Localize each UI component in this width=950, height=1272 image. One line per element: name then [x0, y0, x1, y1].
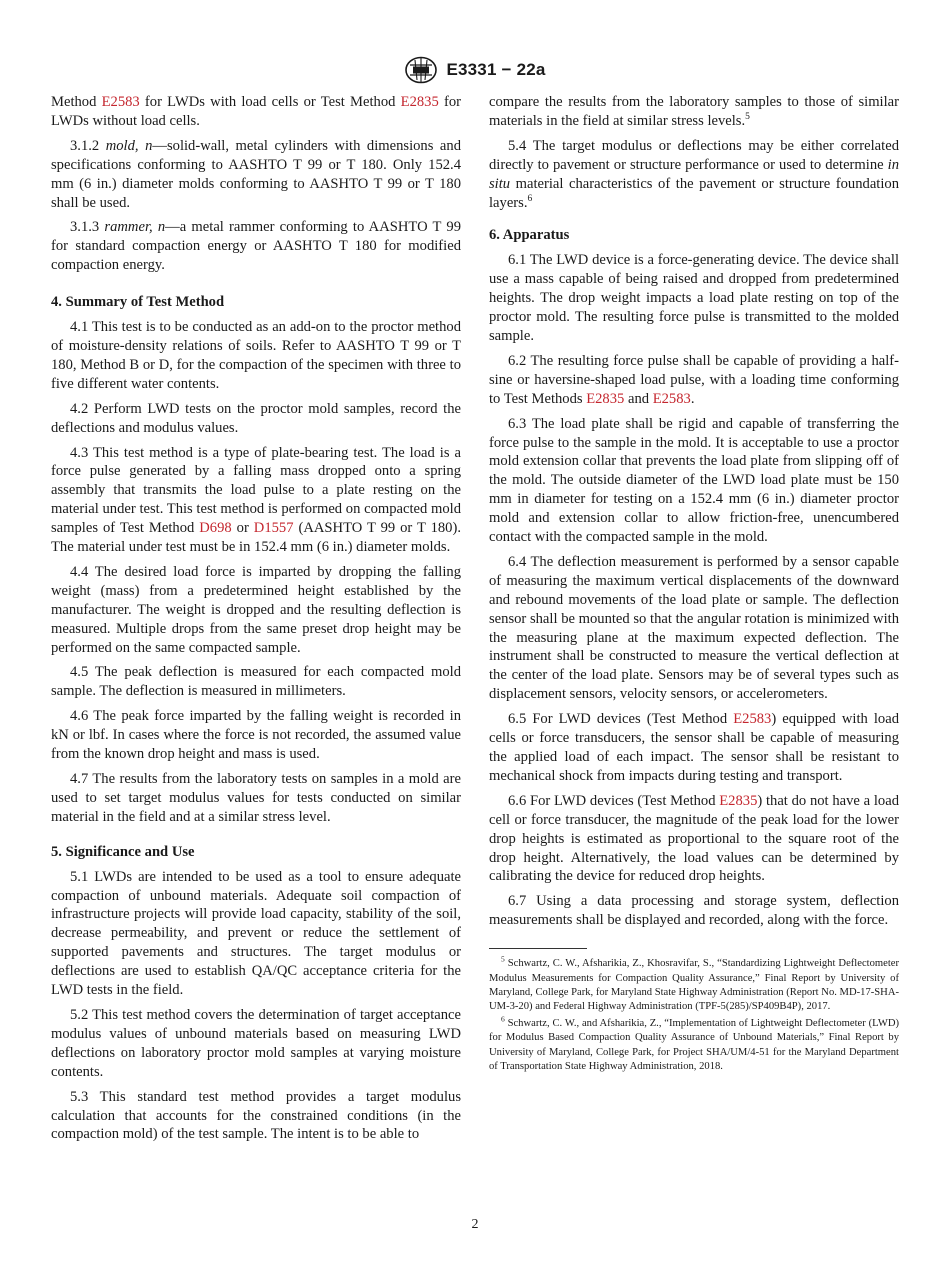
- paragraph-4-5: 4.5 The peak deflection is measured for each compacted mold sample. The deflection is measured in millimeters.: [51, 664, 461, 700]
- paragraph-5-1: 5.1 LWDs are intended to be used as a tool to ensure adequate compaction of unbound materials. Adequate soil compaction of infrastructure projects will provide load capacity, stability of the soil, decrease permeability, and prevent or reduce the settlement of supported pavements and structures. The target modulus or deflections are used to establish QA/QC acceptance criteria for the LWD tests in the field.: [51, 868, 461, 999]
- paragraph-4-7: 4.7 The results from the laboratory tests on samples in a mold are used to set target modulus values for tests conducted on similar material in the field and at a similar stress level.: [51, 771, 461, 825]
- paragraph-6-2: 6.2 The resulting force pulse shall be capable of providing a half-sine or haversine-shaped load pulse, with a loading time conforming to Test Methods E2835 and E2583.: [489, 352, 899, 407]
- paragraph-6-6: 6.6 For LWD devices (Test Method E2835) that do not have a load cell or force transducer, the magnitude of the peak load for the lower drop heights is estimated as proportional to the square root of the drop height. Alternatively, the load values can be determined by calibrating the device for reduced drop heights.: [489, 792, 899, 885]
- paragraph-continuation: Method E2583 for LWDs with load cells or Test Method E2835 for LWDs without load cells.: [51, 94, 461, 129]
- paragraph-4-4: 4.4 The desired load force is imparted by dropping the falling weight (mass) from a predetermined height established by the manufacturer. The weight is dropped and the resulting deflection is measured. Multiple drops from the same preset drop height may be performed on the same compacted sample.: [51, 563, 461, 656]
- paragraph-6-1: 6.1 The LWD device is a force-generating device. The device shall use a mass capable of being raised and dropped from predetermined heights. The drop weight impacts a load plate resting on top of the proctor mold. The resulting force pulse is transmitted to the molded sample.: [489, 252, 899, 344]
- footnote-ref-6[interactable]: 6: [527, 193, 533, 204]
- paragraph-5-4: 5.4 The target modulus or deflections may be either correlated directly to pavement or structure performance or used to determine in situ material characteristics of the pavement or structure foundation layers.$^6$: [489, 137, 899, 211]
- paragraph-5-3-continuation: compare the results from the laboratory samples to those of similar materials in the field at similar stress levels.$^5$: [489, 94, 899, 129]
- paragraph-3-1-3: 3.1.3 rammer, n—a metal rammer conforming to AASHTO T 99 for standard compaction energy or AASHTO T 180 for modified compaction energy.: [51, 219, 461, 274]
- paragraph-4-2: 4.2 Perform LWD tests on the proctor mold samples, record the deflections and modulus values.: [51, 400, 461, 436]
- footnote-5: $^5$ Schwartz, C. W., Afsharikia, Z., Khosravifar, S., “Standardizing Lightweight Deflectometer Modulus Measurements for Compaction Quality Assurance,” Final Report by University of Maryland, College Park, for Maryland State Highway Administration (Report No. MD-17-SHA-UM-3-20) and Federal Highway Administration (TPF-5(285)/SP409B4P), 2017.: [489, 954, 899, 1013]
- paragraph-4-6: 4.6 The peak force imparted by the falling weight is recorded in kN or lbf. In cases where the force is not recorded, the assumed value from the known drop height and mass is used.: [51, 708, 461, 763]
- footnote-6: $^6$ Schwartz, C. W., and Afsharikia, Z., “Implementation of Lightweight Deflectometer (LWD) for Modulus Based Compaction Quality Assurance of Unbound Materials,” Final Report by University of Maryland, College Park, for Project SHA/UM/4-51 for the Maryland Department of Transportation State Highway Administration, 2018.: [489, 1014, 899, 1072]
- paragraph-3-1-2: 3.1.2 mold, n—solid-wall, metal cylinders with dimensions and specifications conforming to AASHTO T 99 or T 180. Only 152.4 mm (6 in.) diameter molds conforming to AASHTO T 99 or T 180 shall be used.: [51, 137, 462, 211]
- paragraph-4-1: 4.1 This test is to be conducted as an add-on to the proctor method of moisture-density relations of soils. Refer to AASHTO T 99 or T 180, Method B or D, for the compaction of the specimen with three to five different water contents.: [51, 319, 461, 392]
- ref-link-e2835[interactable]: E2835: [400, 94, 439, 110]
- paragraph-6-4: 6.4 The deflection measurement is performed by a sensor capable of measuring the maximum vertical displacements of the downward and rebound movements of the load plate or sample. The deflection sensor shall be mounted so that the angular rotation is minimized with the measuring plane at the maximum expected deflection. The instrument shall be constructed to measure the vertical deflection at the center of the load plate. Sensors may be of several types such as displacement sensors, velocity sensors, or accelerometers.: [489, 553, 899, 703]
- right-column: [489, 93, 899, 1076]
- astm-logo-icon: [404, 56, 438, 84]
- page-header: [0, 56, 950, 84]
- ref-link-e2583[interactable]: E2583: [101, 94, 140, 110]
- paragraph-6-3: 6.3 The load plate shall be rigid and capable of transferring the force pulse to the sample in the mold. It is acceptable to use a proctor mold extension collar that prevents the load plate from slipping off of the mold. The outside diameter of the LWD load plate must be 150 mm in diameter for testing on a 152.4 mm (6 in.) diameter proctor mold and extension collar to allow friction-free, unencumbered contact with the compacted sample in the mold.: [489, 415, 899, 546]
- paragraph-6-7: 6.7 Using a data processing and storage system, deflection measurements shall be displayed and recorded, along with the force.: [489, 893, 899, 929]
- section-heading-4: 4. Summary of Test Method: [51, 294, 225, 311]
- paragraph-6-5: 6.5 For LWD devices (Test Method E2583) equipped with load cells or force transducers, the sensor shall be capable of measuring the applied load of each impact. The sensor shall be resistant to mechanical shock from impacts during testing and transport.: [489, 711, 899, 784]
- footnote-ref-5[interactable]: 5: [745, 112, 750, 123]
- paragraph-5-3: 5.3 This standard test method provides a target modulus calculation that accounts for the constrained conditions (in the compaction mold) of the test sample. The intent is to be able to: [51, 1088, 461, 1143]
- ref-link-e2583[interactable]: E2583: [652, 390, 691, 407]
- paragraph-4-3: 4.3 This test method is a type of plate-bearing test. The load is a force pulse generated by a falling mass dropped onto a spring assembly that transmits the load pulse to a plate resting on the material under test. This test method is performed on compacted mold samples of Test Method D698 or D1557 (AASHTO T 99 or T 180). The material under test must be in 152.4 mm (6 in.) diameter molds.: [51, 444, 461, 556]
- footnote-divider: [489, 948, 587, 949]
- section-heading-6: 6. Apparatus: [489, 227, 570, 244]
- ref-link-e2583[interactable]: E2583: [733, 711, 772, 728]
- ref-link-d698[interactable]: D698: [199, 520, 232, 537]
- standard-designation: E3331 − 22a: [446, 60, 546, 79]
- paragraph-5-2: 5.2 This test method covers the determination of target acceptance modulus values of unbound materials based on measuring LWD deflections on laboratory proctor mold samples at varying moisture contents.: [51, 1006, 461, 1080]
- left-column: [51, 93, 461, 1150]
- section-heading-5: 5. Significance and Use: [51, 843, 195, 860]
- ref-link-d1557[interactable]: D1557: [253, 520, 294, 537]
- page-number: 2: [471, 1217, 479, 1232]
- ref-link-e2835[interactable]: E2835: [586, 390, 625, 407]
- ref-link-e2835[interactable]: E2835: [719, 792, 758, 809]
